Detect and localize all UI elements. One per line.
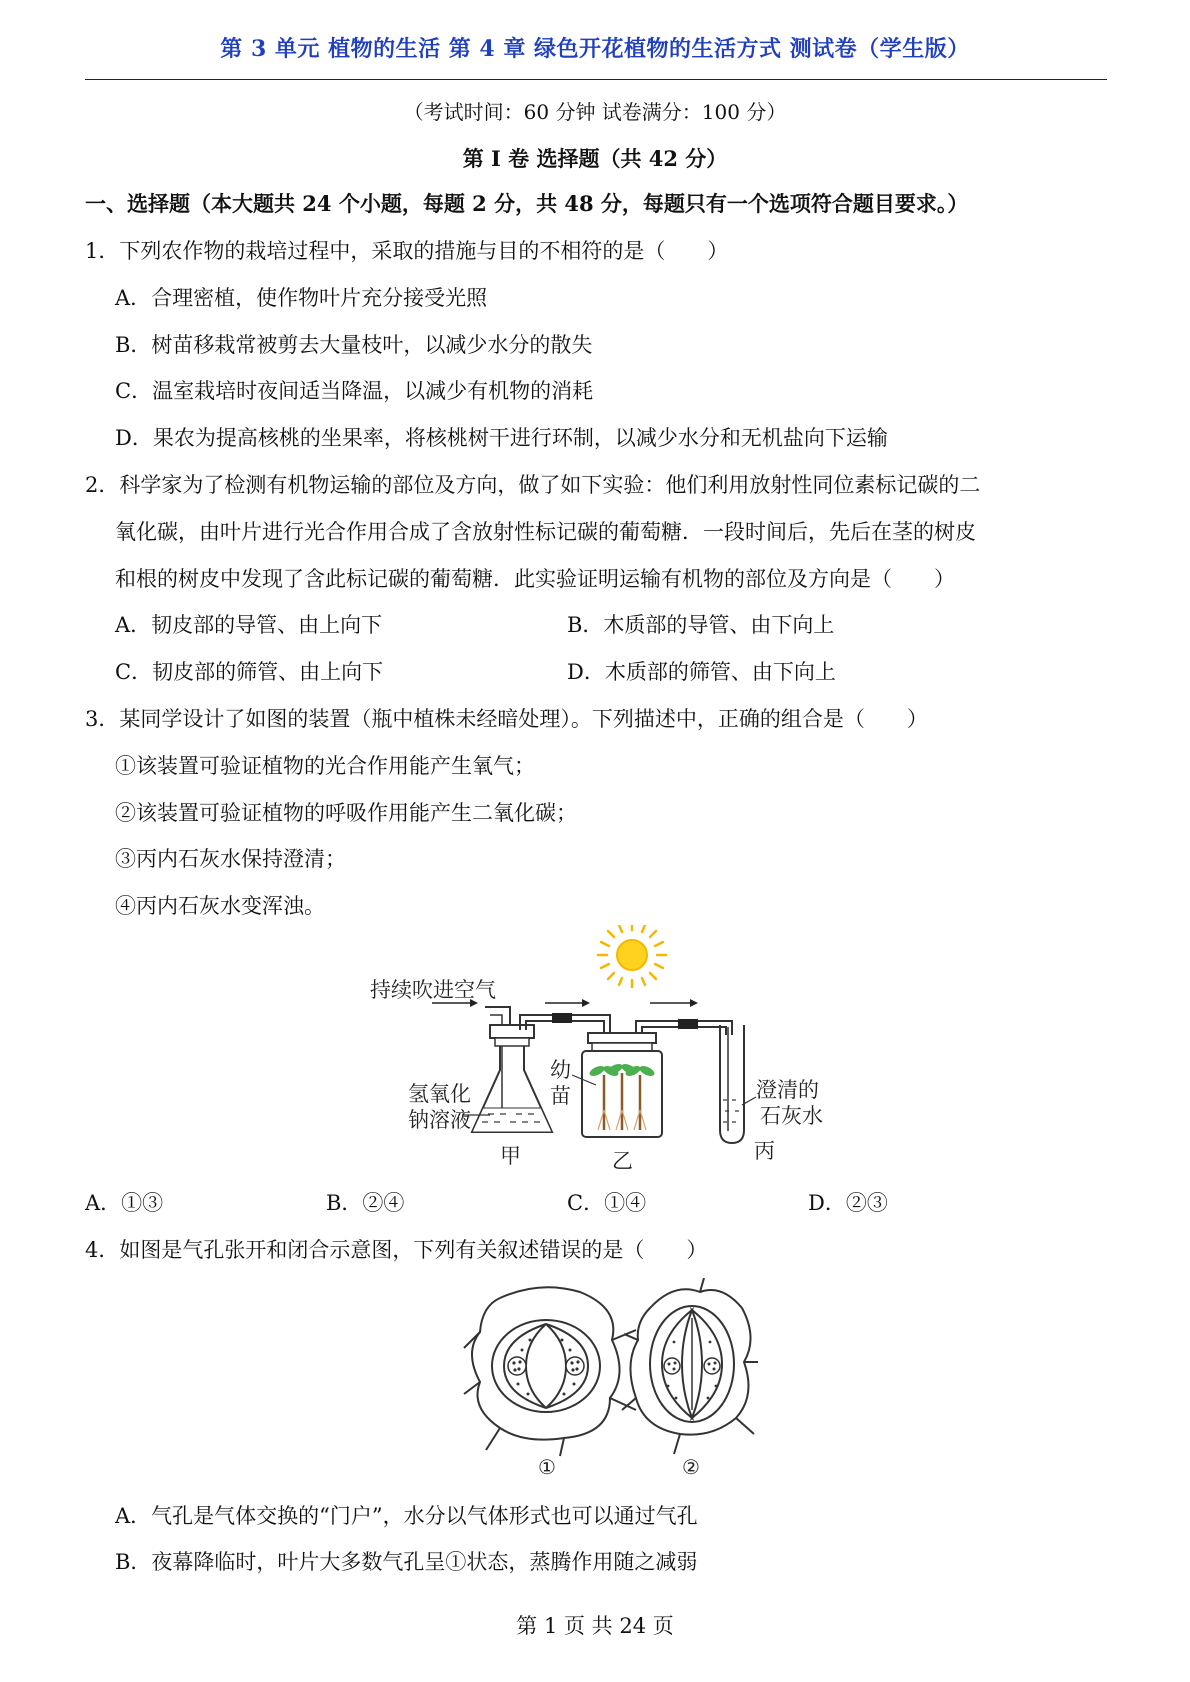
q3-stem: 3．某同学设计了如图的装置（瓶中植株未经暗处理）。下列描述中，正确的组合是（ ） [85,707,928,731]
sun-icon [598,925,666,987]
q2-option-b: B．木质部的导管、由下向上 [567,613,835,637]
q3-option-d: D．②③ [808,1191,888,1215]
limewater-label-line2: 石灰水 [760,1104,823,1128]
stoma-label-1: ① [538,1455,556,1479]
q1-stem: 1．下列农作物的栽培过程中，采取的措施与目的不相符的是（ ） [85,239,729,263]
stoma-open-nuclei [508,1339,584,1396]
q1-option-a: A．合理密植，使作物叶片充分接受光照 [115,286,488,310]
stoma-open-icon [464,1287,636,1456]
section-title: 一、选择题（本大题共 24 个小题，每题 2 分，共 48 分，每题只有一个选项符合题目要求。） [85,191,969,216]
label-jia: 甲 [500,1144,521,1168]
apparatus-figure [360,925,860,1175]
q4-stem: 4．如图是气孔张开和闭合示意图，下列有关叙述错误的是（ ） [85,1238,708,1262]
q3-statement-3: ③丙内石灰水保持澄清； [115,847,346,871]
tube-connector-1 [545,999,610,1033]
q3-statement-4: ④丙内石灰水变浑浊。 [115,894,325,918]
header-divider [85,79,1107,80]
seedling-label-line1: 幼 [550,1058,571,1082]
q2-option-c: C．韧皮部的筛管、由上向下 [115,660,384,684]
q4-option-b: B．夜幕降临时，叶片大多数气孔呈①状态，蒸腾作用随之减弱 [115,1550,698,1574]
q3-option-c: C．①④ [567,1191,647,1215]
label-yi: 乙 [612,1149,633,1173]
q1-option-b: B．树苗移栽常被剪去大量枝叶，以减少水分的散失 [115,333,593,357]
q3-option-b: B．②④ [326,1191,405,1215]
q3-statement-2: ②该装置可验证植物的呼吸作用能产生二氧化碳； [115,801,577,825]
paper-title: 第 3 单元 植物的生活 第 4 章 绿色开花植物的生活方式 测试卷（学生版） [220,36,970,62]
exam-info: （考试时间：60 分钟 试卷满分：100 分） [403,100,787,124]
q3-statement-1: ①该装置可验证植物的光合作用能产生氧气； [115,754,535,778]
page-footer: 第 1 页 共 24 页 [516,1614,674,1638]
q2-stem-line-2: 氧化碳，由叶片进行光合作用合成了含放射性标记碳的葡萄糖．一段时间后，先后在茎的树皮 [115,520,976,544]
q2-option-d: D．木质部的筛管、由下向上 [567,660,836,684]
test-tube-bing [720,1025,744,1143]
stoma-closed-icon [622,1278,758,1454]
q2-stem-line-3: 和根的树皮中发现了含此标记碳的葡萄糖．此实验证明运输有机物的部位及方向是（ ） [115,567,955,591]
naoh-label-line1: 氢氧化 [408,1082,471,1106]
q2-option-a: A．韧皮部的导管、由上向下 [115,613,383,637]
limewater-label-line1: 澄清的 [756,1078,819,1102]
naoh-label-line2: 钠溶液 [408,1108,471,1132]
stoma-label-2: ② [682,1455,700,1479]
seedling-label-line2: 苗 [550,1084,571,1108]
q1-option-c: C．温室栽培时夜间适当降温，以减少有机物的消耗 [115,379,594,403]
q1-option-d: D．果农为提高核桃的坐果率，将核桃树干进行环制，以减少水分和无机盐向下运输 [115,426,888,450]
air-label: 持续吹进空气 [370,978,496,1002]
stomata-figure [460,1278,760,1483]
q4-option-a: A．气孔是气体交换的“门户”，水分以气体形式也可以通过气孔 [115,1504,698,1528]
part-title: 第 I 卷 选择题（共 42 分） [462,146,728,171]
q3-option-a: A．①③ [85,1191,164,1215]
q2-stem-line-1: 2．科学家为了检测有机物运输的部位及方向，做了如下实验：他们利用放射性同位素标记碳的二 [85,473,981,497]
label-bing: 丙 [754,1139,775,1163]
tube-connector-2 [636,999,732,1035]
